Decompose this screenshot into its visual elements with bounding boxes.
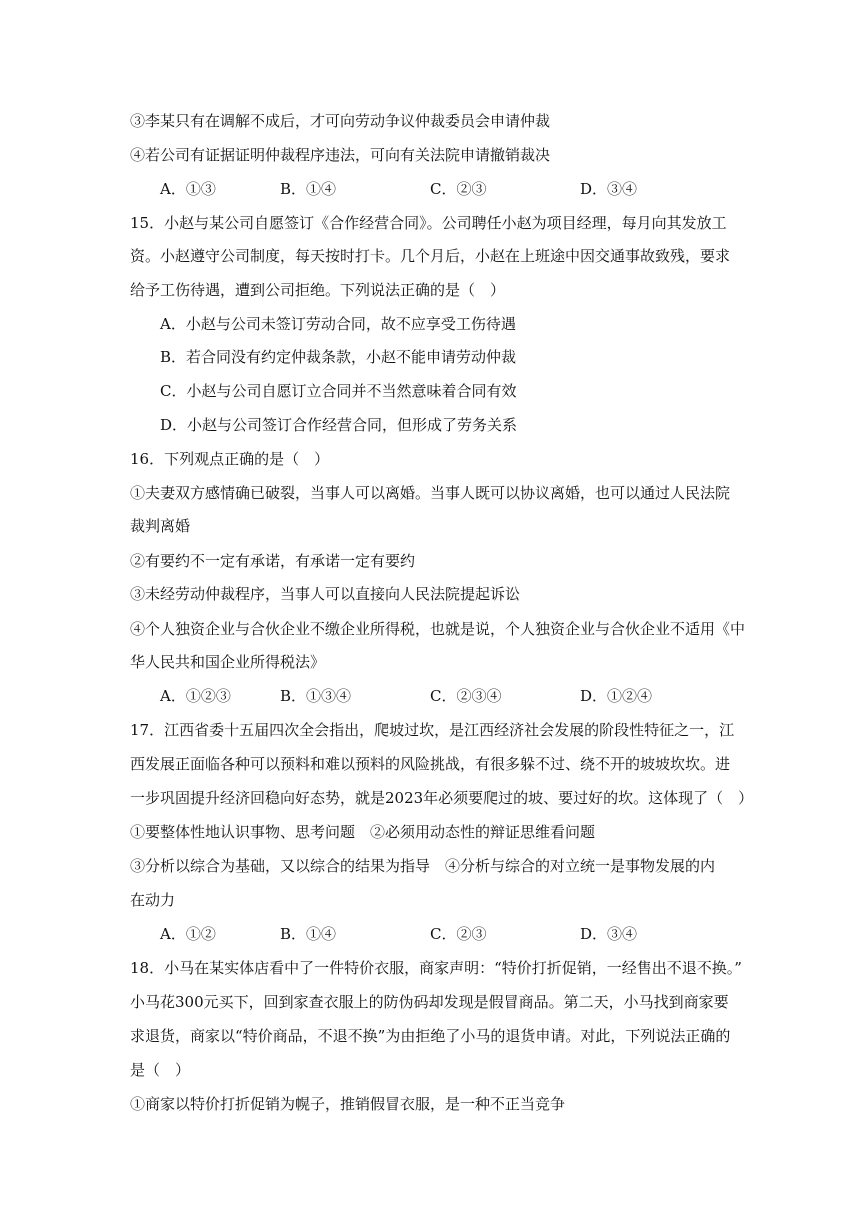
q17-items-3-4-line-1: ③分析以综合为基础，又以综合的结果为指导 ④分析与综合的对立统一是事物发展的内 [130, 857, 716, 875]
q18-stem-line-4: 是（ ） [130, 1061, 191, 1079]
q16-item-3: ③未经劳动仲裁程序，当事人可以直接向人民法院提起诉讼 [130, 585, 521, 603]
q15-stem-line-1: 15．小赵与某公司自愿签订《合作经营合同》。公司聘任小赵为项目经理，每月向其发放工 [130, 214, 727, 232]
q14-option-d: D．③④ [580, 180, 638, 198]
q16-item-4-line-1: ④个人独资企业与合伙企业不缴企业所得税，也就是说，个人独资企业与合伙企业不适用《中 [130, 620, 746, 638]
q16-stem: 16．下列观点正确的是（ ） [130, 450, 330, 468]
q17-option-c: C．②③ [430, 925, 487, 943]
q16-item-4-line-2: 华人民共和国企业所得税法》 [130, 653, 326, 671]
q14-item-3: ③李某只有在调解不成后，才可向劳动争议仲裁委员会申请仲裁 [130, 112, 551, 130]
q17-option-a: A．①② [160, 925, 216, 943]
q16-option-d: D．①②④ [580, 687, 653, 705]
q15-option-c: C．小赵与公司自愿订立合同并不当然意味着合同有效 [160, 382, 517, 400]
q15-option-b: B．若合同没有约定仲裁条款，小赵不能申请劳动仲裁 [160, 348, 517, 366]
q18-item-1: ①商家以特价打折促销为幌子，推销假冒衣服，是一种不正当竞争 [130, 1095, 566, 1113]
q16-item-1-line-2: 裁判离婚 [130, 517, 191, 535]
q17-option-b: B．①④ [280, 925, 337, 943]
q14-option-b: B．①④ [280, 180, 337, 198]
q14-item-4: ④若公司有证据证明仲裁程序违法，可向有关法院申请撤销裁决 [130, 146, 551, 164]
q15-option-a: A．小赵与公司未签订劳动合同，故不应享受工伤待遇 [160, 315, 516, 333]
q16-item-1-line-1: ①夫妻双方感情确已破裂，当事人可以离婚。当事人既可以协议离婚，也可以通过人民法院 [130, 484, 731, 502]
q16-option-a: A．①②③ [160, 687, 231, 705]
q15-option-d: D．小赵与公司签订合作经营合同，但形成了劳务关系 [160, 416, 518, 434]
q18-stem-line-3: 求退货，商家以“特价商品，不退不换”为由拒绝了小马的退货申请。对此，下列说法正确的 [130, 1027, 731, 1045]
q17-option-d: D．③④ [580, 925, 638, 943]
q15-stem-line-2: 资。小赵遵守公司制度，每天按时打卡。几个月后，小赵在上班途中因交通事故致残，要求 [130, 247, 731, 265]
q16-item-2: ②有要约不一定有承诺，有承诺一定有要约 [130, 552, 416, 570]
q17-items-3-4-line-2: 在动力 [130, 891, 176, 909]
q17-stem-line-1: 17．江西省委十五届四次全会指出，爬坡过坎，是江西经济社会发展的阶段性特征之一，江 [130, 721, 735, 739]
q18-stem-line-1: 18．小马在某实体店看中了一件特价衣服，商家声明：“特价打折促销，一经售出不退不换。” [130, 959, 742, 977]
q15-stem-line-3: 给予工伤待遇，遭到公司拒绝。下列说法正确的是（ ） [130, 281, 506, 299]
q14-option-a: A．①③ [160, 180, 216, 198]
q17-items-1-2: ①要整体性地认识事物、思考问题 ②必须用动态性的辩证思维看问题 [130, 823, 596, 841]
q14-option-c: C．②③ [430, 180, 487, 198]
q17-stem-line-2: 西发展正面临各种可以预料和难以预料的风险挑战，有很多躲不过、绕不开的坡坡坎坎。进 [130, 755, 731, 773]
q18-stem-line-2: 小马花300元买下，回到家查衣服上的防伪码却发现是假冒商品。第二天，小马找到商家要 [130, 993, 729, 1011]
q17-stem-line-3: 一步巩固提升经济回稳向好态势，就是2023年必须要爬过的坡、要过好的坎。这体现了（ ） [130, 789, 754, 807]
q16-option-b: B．①③④ [280, 687, 352, 705]
q16-option-c: C．②③④ [430, 687, 502, 705]
